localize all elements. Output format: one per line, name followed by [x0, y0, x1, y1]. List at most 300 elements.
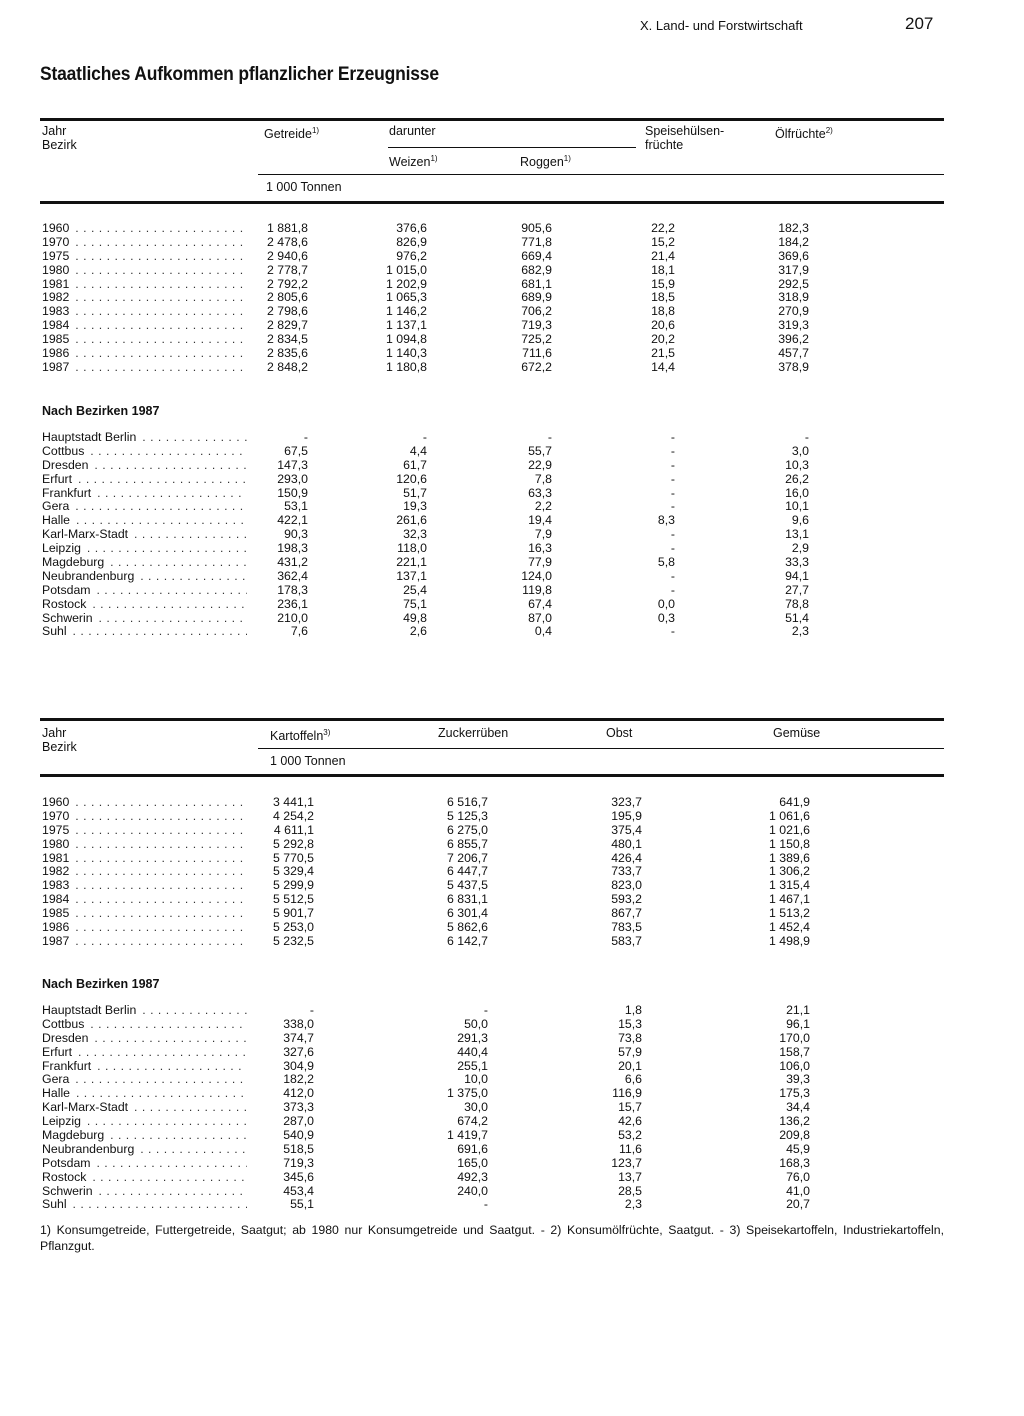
- table-cell: 733,7: [611, 864, 642, 879]
- table-cell: 15,2: [651, 234, 675, 249]
- table-cell: 7,8: [534, 471, 552, 486]
- footnote-ref: 3): [323, 728, 331, 737]
- table-cell: 292,5: [778, 276, 809, 291]
- table-row: [40, 838, 944, 852]
- row-label-text: Frankfurt: [42, 1059, 92, 1073]
- row-label-text: Rostock: [42, 597, 87, 611]
- table-cell: 51,7: [403, 485, 427, 500]
- col-header-zuckerrueben: Zuckerrüben: [438, 726, 509, 740]
- table-cell: 362,4: [277, 568, 308, 583]
- row-label: [42, 556, 247, 570]
- table-cell: -: [670, 527, 675, 542]
- table-cell: 2 805,6: [266, 290, 308, 305]
- table-cell: 16,3: [528, 541, 552, 556]
- table-cell: 6,6: [624, 1072, 642, 1087]
- table-cell: 1 389,6: [768, 850, 810, 865]
- table-row: [40, 487, 944, 501]
- table-cell: 641,9: [779, 795, 810, 809]
- table-cell: 6 447,7: [446, 864, 488, 879]
- table-cell: 7,9: [534, 527, 552, 542]
- stub-header-district: Bezirk: [42, 138, 77, 152]
- row-label-text: Magdeburg: [42, 556, 105, 570]
- table-cell: 369,6: [778, 248, 809, 263]
- table-cell: 165,0: [457, 1155, 488, 1170]
- table-cell: 33,3: [785, 555, 809, 570]
- table-cell: 5 770,5: [272, 850, 314, 865]
- table-cell: 5 901,7: [272, 906, 314, 921]
- row-label-text: Hauptstadt Berlin: [42, 431, 137, 444]
- table-row: [40, 347, 944, 361]
- section-title: Nach Bezirken 1987: [42, 404, 160, 418]
- table-cell: 18,5: [651, 290, 675, 305]
- table-cell: 976,2: [396, 248, 427, 263]
- table-row: [40, 1018, 944, 1032]
- table-cell: 1 065,3: [385, 290, 427, 305]
- table-row: [40, 935, 944, 949]
- table-cell: 1 061,6: [768, 808, 810, 823]
- table-cell: 63,3: [528, 485, 552, 500]
- col-getreide-label: Getreide: [264, 127, 312, 142]
- col-header-getreide: [264, 124, 319, 141]
- row-label: [42, 347, 247, 361]
- table-cell: 30,0: [464, 1100, 488, 1115]
- table-cell: 178,3: [277, 582, 308, 597]
- stub-header-year: Jahr: [42, 726, 67, 740]
- table-cell: 1 881,8: [266, 221, 308, 235]
- row-label: [42, 584, 247, 598]
- table-cell: 168,3: [779, 1155, 810, 1170]
- row-label: [42, 865, 247, 879]
- table-cell: 124,0: [521, 568, 552, 583]
- table-row: [40, 500, 944, 514]
- table-cell: 8,3: [657, 513, 675, 528]
- table-cell: 375,4: [611, 822, 642, 837]
- table-cell: -: [670, 541, 675, 556]
- table1-districts: [40, 431, 944, 639]
- table-cell: 198,3: [277, 541, 308, 556]
- table-cell: 1 452,4: [768, 920, 810, 935]
- table-cell: 19,3: [403, 499, 427, 514]
- row-label-text: Gera: [42, 1073, 70, 1087]
- table-cell: 5 862,6: [446, 920, 488, 935]
- col-header-oelfruechte: [775, 124, 833, 141]
- row-label: [42, 445, 247, 459]
- table-cell: 18,1: [651, 262, 675, 277]
- table-cell: 711,6: [522, 346, 552, 361]
- row-label-text: Cottbus: [42, 444, 85, 458]
- row-label: [42, 1185, 247, 1199]
- table-cell: 87,0: [528, 610, 552, 625]
- table-cell: 1 137,1: [385, 318, 427, 333]
- table-row: [40, 879, 944, 893]
- table-cell: -: [422, 430, 427, 444]
- row-label: [42, 487, 247, 501]
- table-cell: 304,9: [283, 1058, 314, 1073]
- table-cell: 73,8: [618, 1030, 642, 1045]
- table-row: [40, 1157, 944, 1171]
- table-cell: 669,4: [521, 248, 552, 263]
- table-cell: 1 140,3: [385, 346, 427, 361]
- row-label-text: Potsdam: [42, 583, 91, 597]
- table-cell: 96,1: [786, 1016, 810, 1031]
- table-cell: 2 792,2: [266, 276, 308, 291]
- row-label-text: Hauptstadt Berlin: [42, 1004, 137, 1017]
- stub-header-district: Bezirk: [42, 740, 77, 754]
- table-cell: 4 254,2: [272, 808, 314, 823]
- row-label-text: Gera: [42, 500, 70, 514]
- row-label-text: 1987: [42, 360, 70, 374]
- table-cell: 6 275,0: [446, 822, 488, 837]
- table-cell: 13,1: [785, 527, 809, 542]
- row-label: [42, 278, 247, 292]
- table-cell: 15,7: [618, 1100, 642, 1115]
- table-cell: 5 253,0: [272, 920, 314, 935]
- table-cell: 1 375,0: [446, 1086, 488, 1101]
- table-cell: 396,2: [778, 332, 809, 347]
- table-cell: 123,7: [611, 1155, 642, 1170]
- table-cell: 317,9: [778, 262, 809, 277]
- table-cell: 719,3: [521, 318, 552, 333]
- table-cell: -: [804, 430, 809, 444]
- col-header-kartoffeln: [270, 726, 330, 743]
- row-label: [42, 852, 247, 866]
- table-cell: 19,4: [528, 513, 552, 528]
- row-label: [42, 824, 247, 838]
- table-cell: 1 146,2: [385, 304, 427, 319]
- row-label: [42, 1198, 247, 1212]
- footnote-ref: 2): [825, 126, 833, 135]
- row-label-text: 1987: [42, 934, 70, 948]
- table-row: [40, 222, 944, 236]
- row-label-text: 1982: [42, 865, 70, 879]
- table-row: [40, 1129, 944, 1143]
- table-cell: 53,1: [284, 499, 308, 514]
- table-cell: 318,9: [778, 290, 809, 305]
- table-cell: 39,3: [786, 1072, 810, 1087]
- table-cell: 21,4: [651, 248, 675, 263]
- row-label: [42, 500, 247, 514]
- table-cell: 4 611,1: [273, 822, 314, 837]
- row-label: [42, 319, 247, 333]
- table-cell: 2,2: [534, 499, 552, 514]
- footnote-ref: 1): [563, 154, 571, 163]
- row-label-text: 1986: [42, 921, 70, 935]
- unit-label: 1 000 Tonnen: [266, 180, 342, 194]
- col-speise-line2: früchte: [645, 138, 684, 152]
- table-cell: 147,3: [277, 457, 308, 472]
- table-row: [40, 1046, 944, 1060]
- table-cell: 90,3: [284, 527, 308, 542]
- table-cell: 376,6: [396, 221, 427, 235]
- row-label-text: 1984: [42, 319, 70, 333]
- row-label-text: Dresden: [42, 1031, 89, 1045]
- row-label-text: Erfurt: [42, 1045, 73, 1059]
- table-cell: 182,3: [778, 221, 809, 235]
- table-cell: 57,9: [618, 1044, 642, 1059]
- row-label-text: Schwerin: [42, 611, 93, 625]
- table-row: [40, 291, 944, 305]
- table-cell: 7 206,7: [446, 850, 488, 865]
- table-cell: 287,0: [283, 1114, 314, 1129]
- table-cell: 431,2: [277, 555, 308, 570]
- row-label-text: 1982: [42, 291, 70, 305]
- table-cell: 170,0: [779, 1030, 810, 1045]
- table-cell: 2 829,7: [266, 318, 308, 333]
- row-label-text: Halle: [42, 1087, 71, 1101]
- col-roggen-label: Roggen: [520, 155, 564, 170]
- row-label: [42, 879, 247, 893]
- table-cell: -: [670, 568, 675, 583]
- table-cell: 327,6: [283, 1044, 314, 1059]
- table-cell: 120,6: [396, 471, 427, 486]
- table-cell: 293,0: [277, 471, 308, 486]
- table-cell: 5 512,5: [272, 892, 314, 907]
- table-cell: 457,7: [778, 346, 809, 361]
- table-cell: 6 301,4: [446, 906, 488, 921]
- row-label-text: 1983: [42, 305, 70, 319]
- row-label-text: Karl-Marx-Stadt: [42, 528, 129, 542]
- table-cell: 14,4: [651, 359, 675, 374]
- table-cell: 719,3: [283, 1155, 314, 1170]
- table-cell: 119,8: [522, 582, 552, 597]
- table-cell: 6 516,7: [446, 795, 488, 809]
- table-row: [40, 542, 944, 556]
- table-cell: 11,6: [618, 1141, 642, 1156]
- table-row: [40, 810, 944, 824]
- section-title: Nach Bezirken 1987: [42, 977, 160, 991]
- table-row: [40, 824, 944, 838]
- row-label: [42, 222, 247, 236]
- table-row: [40, 907, 944, 921]
- table-cell: 823,0: [611, 878, 642, 893]
- table-cell: 55,7: [528, 443, 552, 458]
- table-cell: 2 478,6: [266, 234, 308, 249]
- table-cell: 2 798,6: [266, 304, 308, 319]
- row-label-text: 1980: [42, 263, 70, 277]
- row-label-text: 1970: [42, 809, 70, 823]
- table-row: [40, 852, 944, 866]
- table-cell: 10,3: [785, 457, 809, 472]
- table-cell: 2,3: [624, 1197, 642, 1212]
- row-label-text: 1981: [42, 277, 70, 291]
- table-cell: 22,2: [651, 221, 675, 235]
- row-label-text: Magdeburg: [42, 1129, 105, 1143]
- row-label: [42, 459, 247, 473]
- table-cell: 18,8: [651, 304, 675, 319]
- row-label: [42, 473, 247, 487]
- table-row: [40, 612, 944, 626]
- table-cell: 55,1: [290, 1197, 314, 1212]
- table-cell: 0,0: [657, 596, 675, 611]
- table-cell: 1 015,0: [385, 262, 427, 277]
- row-label: [42, 1032, 247, 1046]
- table-row: [40, 1198, 944, 1212]
- table-cell: 0,4: [534, 624, 552, 639]
- table-cell: 45,9: [786, 1141, 810, 1156]
- table-cell: 771,8: [521, 234, 552, 249]
- table-cell: 1 513,2: [768, 906, 810, 921]
- row-label-text: Leipzig: [42, 542, 81, 556]
- col-speise-line1: Speisehülsen-: [645, 124, 725, 138]
- row-label: [42, 291, 247, 305]
- row-label-text: Leipzig: [42, 1115, 81, 1129]
- table-cell: -: [670, 499, 675, 514]
- table-cell: 5 232,5: [272, 933, 314, 948]
- row-label: [42, 810, 247, 824]
- row-label: [42, 921, 247, 935]
- table-cell: 116,9: [612, 1086, 642, 1101]
- table-cell: 34,4: [786, 1100, 810, 1115]
- table-cell: -: [483, 1197, 488, 1212]
- row-label-text: Neubrandenburg: [42, 1142, 135, 1156]
- table-row: [40, 570, 944, 584]
- table2-districts: [40, 1004, 944, 1212]
- table-cell: 9,6: [791, 513, 809, 528]
- row-label: [42, 1171, 247, 1185]
- table-cell: 261,6: [396, 513, 427, 528]
- table-cell: -: [547, 430, 552, 444]
- table-cell: 51,4: [785, 610, 809, 625]
- col-header-gemuese: Gemüse: [773, 726, 821, 740]
- table-cell: 374,7: [283, 1030, 314, 1045]
- table-cell: 905,6: [521, 221, 552, 235]
- table-cell: 21,5: [651, 346, 675, 361]
- col-header-darunter: darunter: [389, 124, 436, 138]
- table-cell: 182,2: [283, 1072, 314, 1087]
- row-label-text: 1985: [42, 333, 70, 347]
- table-cell: -: [670, 443, 675, 458]
- table-cell: 593,2: [611, 892, 642, 907]
- table-cell: 1 306,2: [768, 864, 810, 879]
- table-cell: 323,7: [611, 795, 642, 809]
- row-label: [42, 264, 247, 278]
- table-cell: 75,1: [403, 596, 427, 611]
- row-label-text: 1986: [42, 347, 70, 361]
- row-label: [42, 250, 247, 264]
- table-row: [40, 625, 944, 639]
- row-label: [42, 1073, 247, 1087]
- table-cell: 2 940,6: [266, 248, 308, 263]
- table-cell: 5 292,8: [272, 836, 314, 851]
- row-label: [42, 305, 247, 319]
- table-row: [40, 1185, 944, 1199]
- page-title: Staatliches Aufkommen pflanzlicher Erzeugnisse: [40, 64, 439, 85]
- table-cell: 492,3: [457, 1169, 488, 1184]
- table-row: [40, 305, 944, 319]
- row-label-text: Suhl: [42, 625, 67, 639]
- table2-header-bottom-rule: [40, 774, 944, 777]
- row-label-text: Schwerin: [42, 1184, 93, 1198]
- table-cell: 158,7: [779, 1044, 810, 1059]
- row-label: [42, 570, 247, 584]
- table-cell: 76,0: [786, 1169, 810, 1184]
- table-cell: -: [303, 430, 308, 444]
- col-header-obst: Obst: [606, 726, 633, 740]
- table-cell: 13,7: [618, 1169, 642, 1184]
- table-cell: 1 498,9: [768, 933, 810, 948]
- row-label: [42, 1046, 247, 1060]
- row-label: [42, 528, 247, 542]
- table-cell: 518,5: [283, 1141, 314, 1156]
- table1-years: [40, 222, 944, 375]
- table-cell: 5,8: [657, 555, 675, 570]
- table-cell: -: [670, 582, 675, 597]
- table2-stub-header: [42, 726, 77, 754]
- col-oel-label: Ölfrüchte: [775, 127, 826, 142]
- table-cell: 137,1: [396, 568, 427, 583]
- table-row: [40, 921, 944, 935]
- table-cell: 7,6: [290, 624, 308, 639]
- table-cell: 422,1: [277, 513, 308, 528]
- row-label-text: 1983: [42, 879, 70, 893]
- row-label-text: Suhl: [42, 1198, 67, 1212]
- row-label-text: Neubrandenburg: [42, 569, 135, 583]
- table-cell: 378,9: [778, 359, 809, 374]
- table-cell: 25,4: [403, 582, 427, 597]
- table-cell: 209,8: [779, 1128, 810, 1143]
- footnote-ref: 1): [311, 126, 320, 135]
- table-cell: 373,3: [283, 1100, 314, 1115]
- table-cell: 674,2: [457, 1114, 488, 1129]
- table1-stub-header: [42, 124, 77, 152]
- table-cell: 67,4: [528, 596, 552, 611]
- table-cell: 53,2: [618, 1128, 642, 1143]
- table-cell: 2,9: [791, 541, 809, 556]
- row-label-text: Potsdam: [42, 1156, 91, 1170]
- table-cell: 2,6: [409, 624, 427, 639]
- table-row: [40, 584, 944, 598]
- table-cell: 1 315,4: [768, 878, 810, 893]
- table-row: [40, 556, 944, 570]
- table-cell: 136,2: [779, 1114, 810, 1129]
- table-cell: 319,3: [778, 318, 809, 333]
- row-label-text: 1975: [42, 249, 70, 263]
- table-row: [40, 473, 944, 487]
- table-cell: 6 142,7: [446, 933, 488, 948]
- table-cell: 2 778,7: [266, 262, 308, 277]
- row-label-text: 1981: [42, 851, 70, 865]
- table-row: [40, 528, 944, 542]
- col-header-weizen: [389, 152, 438, 169]
- row-label: [42, 625, 247, 639]
- table-cell: 1,8: [624, 1003, 642, 1017]
- table-cell: 61,7: [403, 457, 427, 472]
- table-cell: 682,9: [521, 262, 552, 277]
- col-kartoffeln-label: Kartoffeln: [270, 729, 324, 744]
- table-cell: 255,1: [457, 1058, 488, 1073]
- table-row: [40, 796, 944, 810]
- table-cell: 681,1: [521, 276, 552, 291]
- row-label-text: Rostock: [42, 1170, 87, 1184]
- row-label-text: Karl-Marx-Stadt: [42, 1101, 129, 1115]
- col-weizen-label: Weizen: [389, 155, 431, 170]
- table-row: [40, 1087, 944, 1101]
- table-cell: 583,7: [611, 933, 642, 948]
- table-cell: 1 467,1: [768, 892, 810, 907]
- table-row: [40, 893, 944, 907]
- table-cell: 50,0: [464, 1016, 488, 1031]
- table-cell: 10,0: [464, 1072, 488, 1087]
- table-cell: 867,7: [611, 906, 642, 921]
- row-label: [42, 431, 247, 445]
- table-cell: 480,1: [611, 836, 642, 851]
- table-row: [40, 361, 944, 375]
- row-label: [42, 514, 247, 528]
- table-row: [40, 250, 944, 264]
- table-row: [40, 431, 944, 445]
- table-row: [40, 459, 944, 473]
- row-label: [42, 598, 247, 612]
